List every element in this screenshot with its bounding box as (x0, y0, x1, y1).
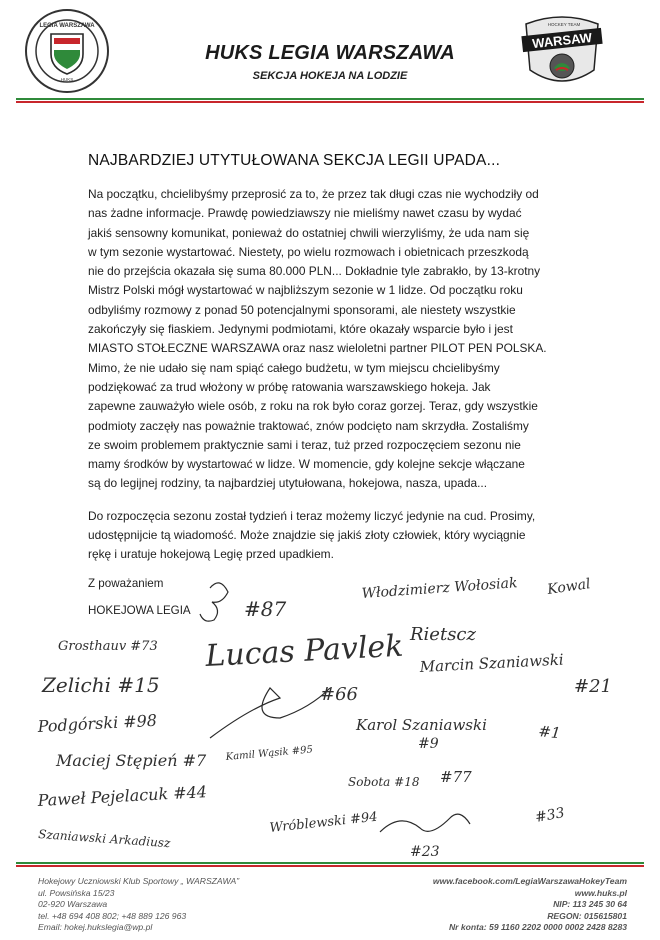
signature: Grosthauv #73 (58, 639, 158, 654)
footer-phone: tel. +48 694 408 802; +48 889 126 963 (38, 910, 187, 921)
closing-greeting: Z poważaniem (88, 577, 164, 590)
letter-body (88, 185, 602, 565)
footer-contact (38, 876, 239, 934)
header-stripe-red (16, 101, 644, 103)
signature: Szaniawski Arkadiusz (37, 827, 171, 851)
footer-city: 02-920 Warszawa (38, 899, 108, 909)
footer-facebook-link[interactable]: www.facebook.com/LegiaWarszawaHokeyTeam (432, 876, 627, 886)
text-line: są do legijnej rodziny, ta najbardziej utytułowana, hokejowa, nasza, upada... (88, 476, 488, 491)
footer-regon: REGON: 015615801 (547, 910, 627, 921)
footer-email: Email: hokej.hukslegia@wp.pl (38, 922, 153, 932)
footer-website-link[interactable]: www.huks.pl (574, 887, 627, 898)
signature: #23 (410, 844, 440, 860)
text-line: Mistrz Polski mógł wystartować w najbliższym sezonie w 1 lidze. Od początku roku (88, 283, 523, 298)
text-line: MIASTO STOŁECZNE WARSZAWA oraz nasz wieloletni partner PILOT PEN POLSKA. (88, 341, 547, 356)
signature: #33 (533, 805, 566, 826)
text-line: odbyliśmy rozmowy z ponad 50 potencjalnymi sponsorami, ale niestety wszystkie (88, 302, 516, 317)
svg-text:HUKS: HUKS (60, 77, 74, 82)
signature-scribble (380, 814, 470, 832)
text-line: jakiś sensowny komunikat, ponieważ do ostatniej chwili wierzyliśmy, że uda nam się (88, 225, 530, 240)
signature: Sobota #18 (348, 775, 420, 789)
signature: Podgórski #98 (37, 710, 158, 736)
text-line: Mimo, że nie udało się nam spiąć całego budżetu, w tym miejscu chcielibyśmy (88, 360, 500, 375)
club-subtitle: SEKCJA HOKEJA NA LODZIE (252, 70, 408, 82)
signature-scribble (200, 583, 228, 621)
footer-org-name: Hokejowy Uczniowski Klub Sportowy „ WARSZAWA” (38, 876, 240, 886)
text-line: nas żadne informacje. Prawdę powiedziawszy nie mieliśmy nawet czasu by wydać (88, 206, 522, 221)
text-line: Na początku, chcielibyśmy przeprosić za to, że przez tak długi czas nie wychodziły od (88, 187, 539, 201)
footer-nip: NIP: 113 245 30 64 (553, 899, 627, 909)
signature: #1 (537, 722, 562, 743)
signature: Lucas Pavlek (204, 628, 405, 674)
signature: Maciej Stępień #7 (56, 751, 207, 770)
paragraph-2 (88, 507, 602, 565)
svg-text:HOCKEY TEAM: HOCKEY TEAM (547, 22, 581, 27)
text-line: ze swoim problemem praktycznie sami i teraz, tuż przed rozpoczęciem sezonu nie (88, 437, 521, 452)
paragraph-1 (88, 185, 602, 494)
text-line: podmioty zaczęły nas poważnie traktować, znów podcięto nam skrzydła. Zostaliśmy (88, 418, 529, 433)
text-line: mamy środków by wystartować w lidze. W momencie, gdy kolejne sekcje włączane (88, 457, 525, 472)
footer-identifiers (433, 876, 627, 934)
signature: #77 (440, 768, 472, 786)
signature: Włodzimierz Wołosiak (361, 575, 518, 602)
signature: Zelichi #15 (42, 673, 160, 697)
text-line: zakończyły się fiaskiem. Jedynymi podmiotami, które okazały wsparcie było i jest (88, 322, 513, 337)
signature: Marcin Szaniawski (419, 650, 565, 676)
signature: Rietscz (410, 624, 476, 645)
text-line: podziękować za trud włożony w próbę ratowania warszawskiego hokeja. Jak (88, 379, 491, 394)
signature: #66 (320, 684, 358, 705)
text-line: Do rozpoczęcia sezonu został tydzień i teraz możemy liczyć jedynie na cud. Prosimy, (88, 508, 536, 523)
footer-street: ul. Powsińska 15/23 (38, 887, 115, 898)
text-line: rękę i uratuje hokejową Legię przed upadkiem. (88, 547, 334, 562)
footer-account: Nr konta: 59 1160 2202 0000 0002 2428 8283 (448, 922, 627, 932)
signature: Kamil Wąsik #95 (225, 744, 314, 763)
closing-signatory: HOKEJOWA LEGIA (88, 604, 191, 617)
header-stripe-green (16, 98, 644, 100)
signature: Kowal (546, 576, 592, 598)
signature: #21 (574, 676, 612, 697)
signature: #9 (418, 736, 439, 752)
text-line: nie do przejścia okazała się suma 80.000 PLN... Dokładnie tyle zabrakło, by 13-krotny (88, 264, 541, 279)
letter-headline: NAJBARDZIEJ UTYTUŁOWANA SEKCJA LEGII UPADA... (88, 152, 501, 169)
svg-text:LEGIA WARSZAWA: LEGIA WARSZAWA (39, 23, 95, 29)
text-line: zapewne zauważyło wiele osób, z roku na rok było coraz gorzej. Teraz, gdy wszystkie (88, 399, 538, 414)
footer-stripe-green (16, 862, 644, 864)
signature: #87 (244, 597, 287, 621)
text-line: w tym sezonie wystartować. Niestety, po wielu rozmowach i obietnicach przeszkodą (88, 244, 529, 259)
footer-stripe-red (16, 865, 644, 867)
signature-scribble (210, 688, 330, 738)
signature: Paweł Pejelacuk #44 (37, 782, 208, 810)
signatures-area (0, 560, 660, 860)
signature: Wróblewski #94 (268, 809, 379, 836)
text-line: udostępnijcie tą wiadomość. Może znajdzie się jakiś złoty człowiek, który wyciągnie (88, 528, 526, 543)
signature: Karol Szaniawski (356, 716, 487, 734)
svg-text:WARSAW: WARSAW (531, 29, 593, 52)
club-title: HUKS LEGIA WARSZAWA (205, 42, 455, 64)
